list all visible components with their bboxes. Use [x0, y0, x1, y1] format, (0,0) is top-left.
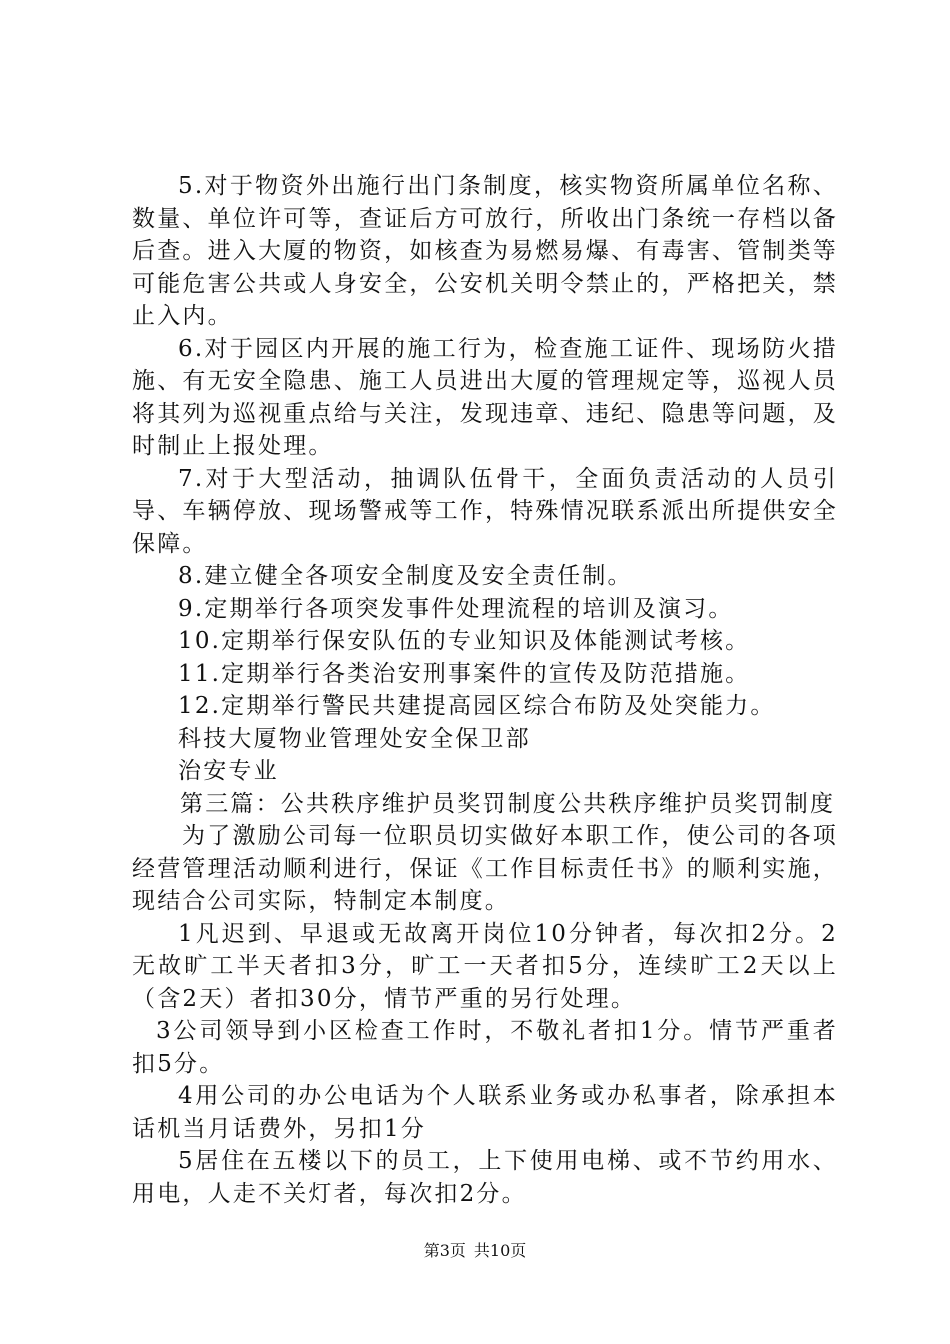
rule-item-3: 3公司领导到小区检查工作时，不敬礼者扣1分。情节严重者扣5分。: [132, 1018, 838, 1077]
page-total: 共10页: [473, 1241, 527, 1260]
page-number: 第3页: [423, 1241, 466, 1260]
paragraph-item-6: 6.对于园区内开展的施工行为，检查施工证件、现场防火措施、有无安全隐患、施工人员进出大厦的管理规定等，巡视人员将其列为巡视重点给与关注，发现违章、违纪、隐患等问题，及时制止上报处理。: [132, 335, 838, 459]
document-body: [132, 170, 838, 1210]
paragraph-item-11: 11.定期举行各类治安刑事案件的宣传及防范措施。: [178, 660, 751, 687]
signature-category: 治安专业: [178, 758, 279, 784]
intro-paragraph: 为了激励公司每一位职员切实做好本职工作，使公司的各项经营管理活动顺利进行，保证《工作目标责任书》的顺利实施，现结合公司实际，特制定本制度。: [132, 823, 838, 914]
paragraph-item-5: 5.对于物资外出施行出门条制度，核实物资所属单位名称、数量、单位许可等，查证后方可放行，所收出门条统一存档以备后查。进入大厦的物资，如核查为易燃易爆、有毒害、管制类等可能危害公共或人身安全，公安机关明令禁止的，严格把关，禁止入内。: [132, 173, 838, 329]
paragraph-item-10: 10.定期举行保安队伍的专业知识及体能测试考核。: [178, 628, 751, 654]
signature-department: 科技大厦物业管理处安全保卫部: [178, 725, 531, 752]
rule-item-4: 4用公司的办公电话为个人联系业务或办私事者，除承担本话机当月话费外，另扣1分: [132, 1083, 838, 1142]
page-footer: [0, 1240, 950, 1262]
paragraph-item-8: 8.建立健全各项安全制度及安全责任制。: [178, 563, 633, 589]
paragraph-item-9: 9.定期举行各项突发事件处理流程的培训及演习。: [178, 595, 734, 622]
paragraph-item-12: 12.定期举行警民共建提高园区综合布防及处突能力。: [178, 693, 776, 719]
section-title: 第三篇：公共秩序维护员奖罚制度公共秩序维护员奖罚制度: [180, 790, 836, 817]
rule-item-1-2: 1凡迟到、早退或无故离开岗位10分钟者，每次扣2分。2无故旷工半天者扣3分，旷工一天者扣5分，连续旷工2天以上（含2天）者扣30分，情节严重的另行处理。: [132, 920, 838, 1012]
paragraph-item-7: 7.对于大型活动，抽调队伍骨干，全面负责活动的人员引导、车辆停放、现场警戒等工作，特殊情况联系派出所提供安全保障。: [132, 465, 838, 557]
rule-item-5: 5居住在五楼以下的员工，上下使用电梯、或不节约用水、用电，人走不关灯者，每次扣2分。: [132, 1148, 838, 1207]
